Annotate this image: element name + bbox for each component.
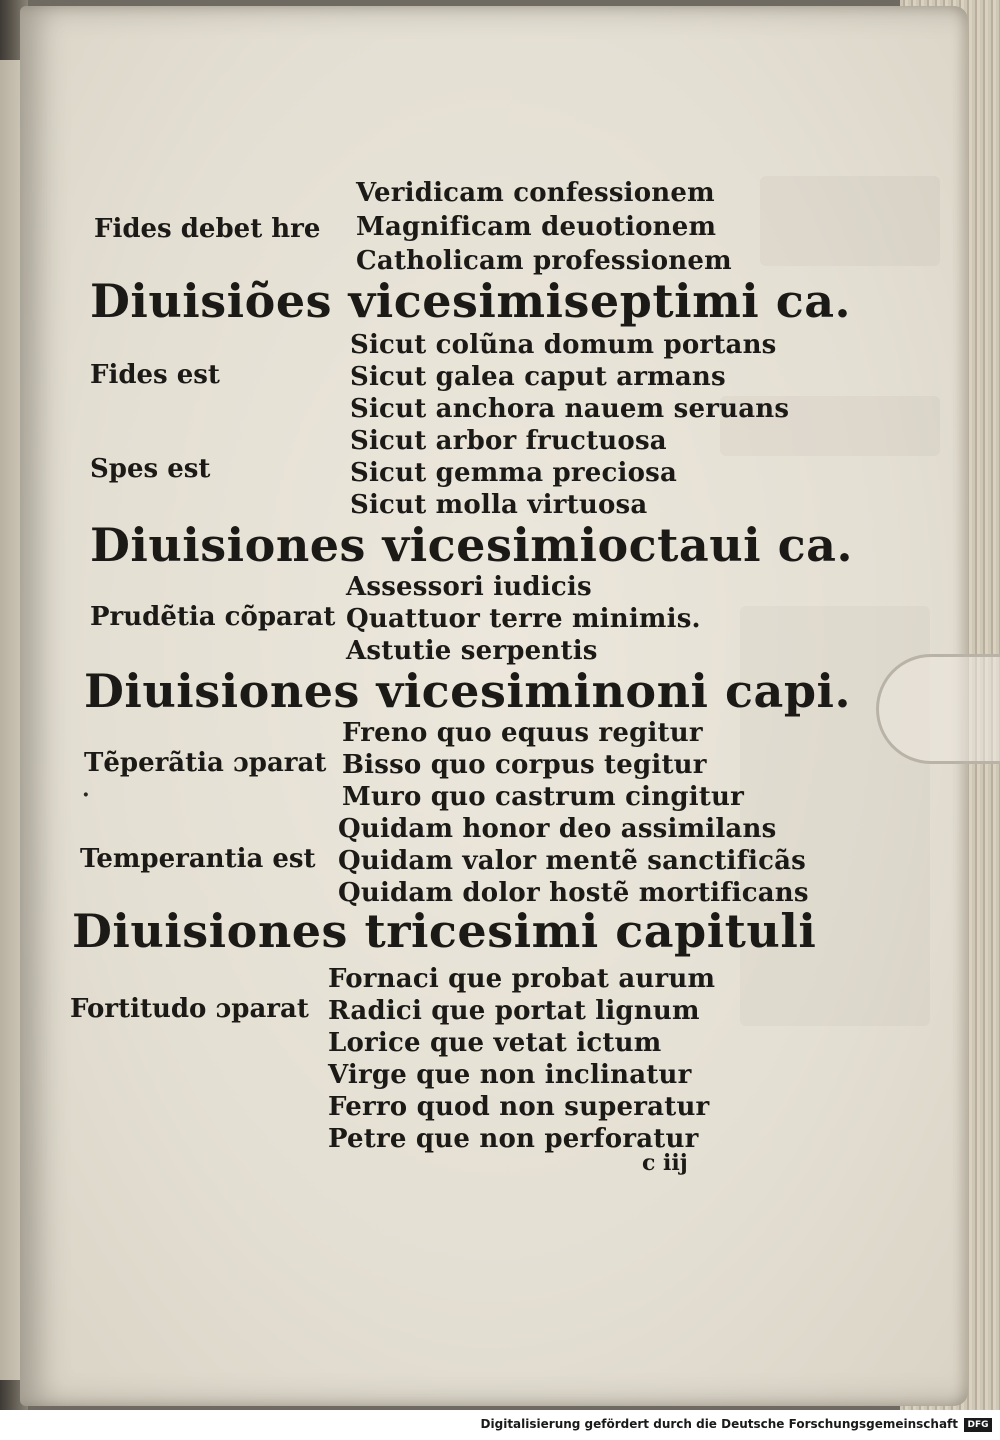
division-label: Fortitudo ɔparat — [70, 994, 309, 1024]
division-item: Sicut anchora nauem seruans — [350, 394, 790, 424]
section-heading: Diuisiões vicesimiseptimi ca. — [90, 274, 852, 328]
division-label: Fides debet hre — [94, 214, 321, 244]
book-leaf — [20, 6, 968, 1406]
division-item: Virge que non inclinatur — [328, 1060, 692, 1090]
division-item: Veridicam confessionem — [356, 178, 715, 208]
clip-tab — [876, 654, 1000, 764]
division-item: Sicut molla virtuosa — [350, 490, 648, 520]
division-label: Temperantia est — [80, 844, 316, 874]
division-item: Quattuor terre minimis. — [346, 604, 701, 634]
division-item: Magnificam deuotionem — [356, 212, 717, 242]
division-item: Astutie serpentis — [346, 636, 598, 666]
division-item: Petre que non perforatur — [328, 1124, 699, 1154]
section-heading: Diuisiones vicesiminoni capi. — [84, 664, 851, 718]
division-item: Sicut colũna domum portans — [350, 330, 777, 360]
division-item: Lorice que vetat ictum — [328, 1028, 662, 1058]
division-label: Tẽperãtia ɔparat — [84, 748, 327, 778]
marginal-dot: · — [82, 782, 90, 808]
dfg-logo: DFG — [964, 1418, 992, 1432]
division-item: Quidam honor deo assimilans — [338, 814, 777, 844]
show-through-shade — [760, 176, 940, 266]
division-item: Radici que portat lignum — [328, 996, 700, 1026]
division-item: Bisso quo corpus tegitur — [342, 750, 707, 780]
signature-mark: c iij — [642, 1150, 688, 1176]
division-item: Assessori iudicis — [346, 572, 592, 602]
division-item: Quidam dolor hostẽ mortificans — [338, 878, 809, 908]
division-item: Sicut gemma preciosa — [350, 458, 678, 488]
section-heading: Diuisiones vicesimioctaui ca. — [90, 518, 853, 572]
division-item: Fornaci que probat aurum — [328, 964, 716, 994]
division-item: Muro quo castrum cingitur — [342, 782, 745, 812]
footer-bar — [0, 1410, 1000, 1440]
division-item: Sicut galea caput armans — [350, 362, 726, 392]
division-item: Freno quo equus regitur — [342, 718, 703, 748]
division-item: Quidam valor mentẽ sanctificãs — [338, 846, 806, 876]
division-label: Fides est — [90, 360, 220, 390]
division-item: Catholicam professionem — [356, 246, 732, 276]
division-item: Sicut arbor fructuosa — [350, 426, 667, 456]
division-label: Prudẽtia cõparat — [90, 602, 336, 632]
section-heading: Diuisiones tricesimi capituli — [72, 904, 817, 958]
division-label: Spes est — [90, 454, 211, 484]
funding-credit: Digitalisierung gefördert durch die Deutsche Forschungsgemeinschaft — [480, 1417, 958, 1431]
division-item: Ferro quod non superatur — [328, 1092, 710, 1122]
